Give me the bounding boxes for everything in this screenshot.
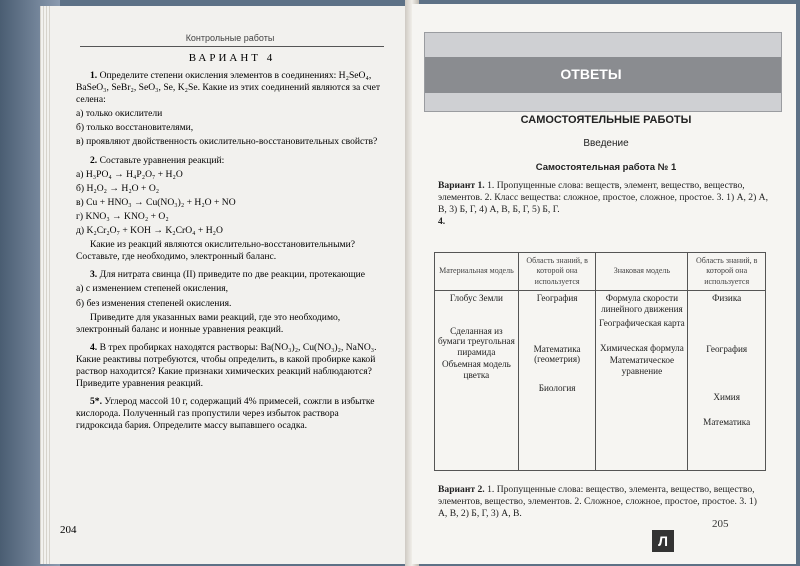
q2-tail: Какие из реакций являются окислительно-восстановительными? Составьте, где необходимо, электронный баланс.	[76, 239, 355, 263]
work-title: Самостоятельная работа № 1	[535, 162, 677, 173]
page-number-left: 204	[60, 524, 77, 536]
page-number-right: 205	[712, 518, 729, 530]
table-header-cell: Область знаний, в которой она используется	[688, 253, 766, 291]
question-5: 5*. Углерод массой 10 г, содержащий 4% примесей, сожгли в избытке кислорода. Полученный газ пропустили через избыток раствора гидроксида бария. Определите массу выпавшего осадка.	[76, 396, 375, 432]
question-4: 4. В трех пробирках находятся растворы: Ba(NO₃)₂, Cu(NO₃)₂, NaNO₃. Какие реактивы потребуются, чтобы определить, в какой пробирке какой раствор находится? Какие признаки химических реакций наблюдаются? Приведите уравнения реакций.	[76, 341, 377, 390]
q3-tail: Приведите для указанных вами реакций, где это необходимо, электронный баланс и ионные уравнения реакций.	[76, 311, 341, 335]
table-cell: Формула скорости линейного движения	[601, 293, 683, 314]
variant-2-answer: Вариант 2. 1. Пропущенные слова: вещество, элемента, вещество, вещество, элементов, вещество, элементов. 2. Сложное, сложное, простое, простое. 3. 1) А, В, 2) Б, Г, 3) А, В.	[438, 484, 757, 519]
table-col-areas-1	[518, 291, 596, 471]
q2-equation-b: б) H₂O₂ → H₂O + O₂	[76, 182, 160, 194]
table-cell: Физика	[712, 293, 742, 303]
table-header-cell: Материальная модель	[435, 253, 519, 291]
table-cell: Глобус Земли	[449, 293, 503, 303]
q1-option-c: в) проявляют двойственность окислительно-восстановительных свойств?	[76, 136, 378, 148]
q2-equation-d: г) KNO₃ → KNO₂ + O₂	[76, 210, 169, 222]
variant-1-answer: Вариант 1. 1. Пропущенные слова: веществ, элемент, вещество, вещество, элементов. 2. Класс вещества: сложное, простое, сложное, простое. 3. 1) А, 2) А, В, 3) Б, Г, 4) А, В, Б, Г, 5) Б, Г. 4.	[438, 180, 769, 227]
question-2: 2. Составьте уравнения реакций:	[90, 154, 225, 166]
q1-option-b: б) только восстановителями,	[76, 122, 194, 134]
section-title: САМОСТОЯТЕЛЬНЫЕ РАБОТЫ	[520, 114, 692, 126]
publisher-logo: Л	[652, 530, 674, 552]
answers-title: ОТВЕТЫ	[560, 66, 622, 82]
right-page	[412, 4, 796, 564]
table-col-material-models	[435, 291, 519, 471]
left-page-body	[76, 70, 386, 434]
q2-equation-c: в) Cu + HNO₃ → Cu(NO₃)₂ + H₂O + NO	[76, 196, 236, 208]
q3-option-a: а) с изменением степеней окисления,	[76, 283, 229, 295]
q2-equation-e: д) K₂Cr₂O₇ + KOH → K₂CrO₄ + H₂O	[76, 225, 223, 237]
running-head: Контрольные работы	[185, 33, 275, 43]
table-header-cell: Область знаний, в которой она используется	[518, 253, 596, 291]
table-cell: Биология	[538, 382, 576, 393]
table-col-areas-2	[688, 291, 766, 471]
table-header-row	[435, 253, 766, 291]
table-cell: Географическая карта	[599, 318, 685, 328]
table-cell: Математика (геометрия)	[533, 343, 581, 364]
table-cell: Сделанная из бумаги треугольная пирамида	[438, 325, 515, 357]
question-1: 1. Определите степени окисления элементов в соединениях: H₂SeO₄, BaSeO₃, SeBr₂, SeO₃, Se, K₂Se. Какие из этих соединений являются за счет селена:	[76, 70, 381, 106]
table-header-cell: Знаковая модель	[596, 253, 688, 291]
table-cell: Математика	[703, 416, 751, 427]
table-cell: Математическое уравнение	[609, 355, 675, 376]
table-row	[435, 291, 766, 471]
subsection-title: Введение	[583, 138, 629, 149]
header-rule	[80, 46, 384, 47]
table-cell: Объемная модель цветка	[441, 359, 511, 380]
table-cell: Химическая формула	[599, 342, 684, 353]
table-col-sign-models	[596, 291, 688, 471]
q1-option-a: а) только окислители	[76, 108, 163, 120]
question-3: 3. Для нитрата свинца (II) приведите по две реакции, протекающие	[90, 269, 366, 281]
table-cell: География	[536, 293, 578, 303]
table-cell: География	[706, 343, 748, 354]
q2-equation-a: а) H₃PO₄ → H₄P₂O₇ + H₂O	[76, 168, 183, 180]
table-cell: Химия	[713, 392, 740, 402]
q3-option-b: б) без изменения степеней окисления.	[76, 297, 232, 309]
models-table	[434, 252, 766, 471]
variant-title: ВАРИАНТ 4	[188, 52, 276, 64]
